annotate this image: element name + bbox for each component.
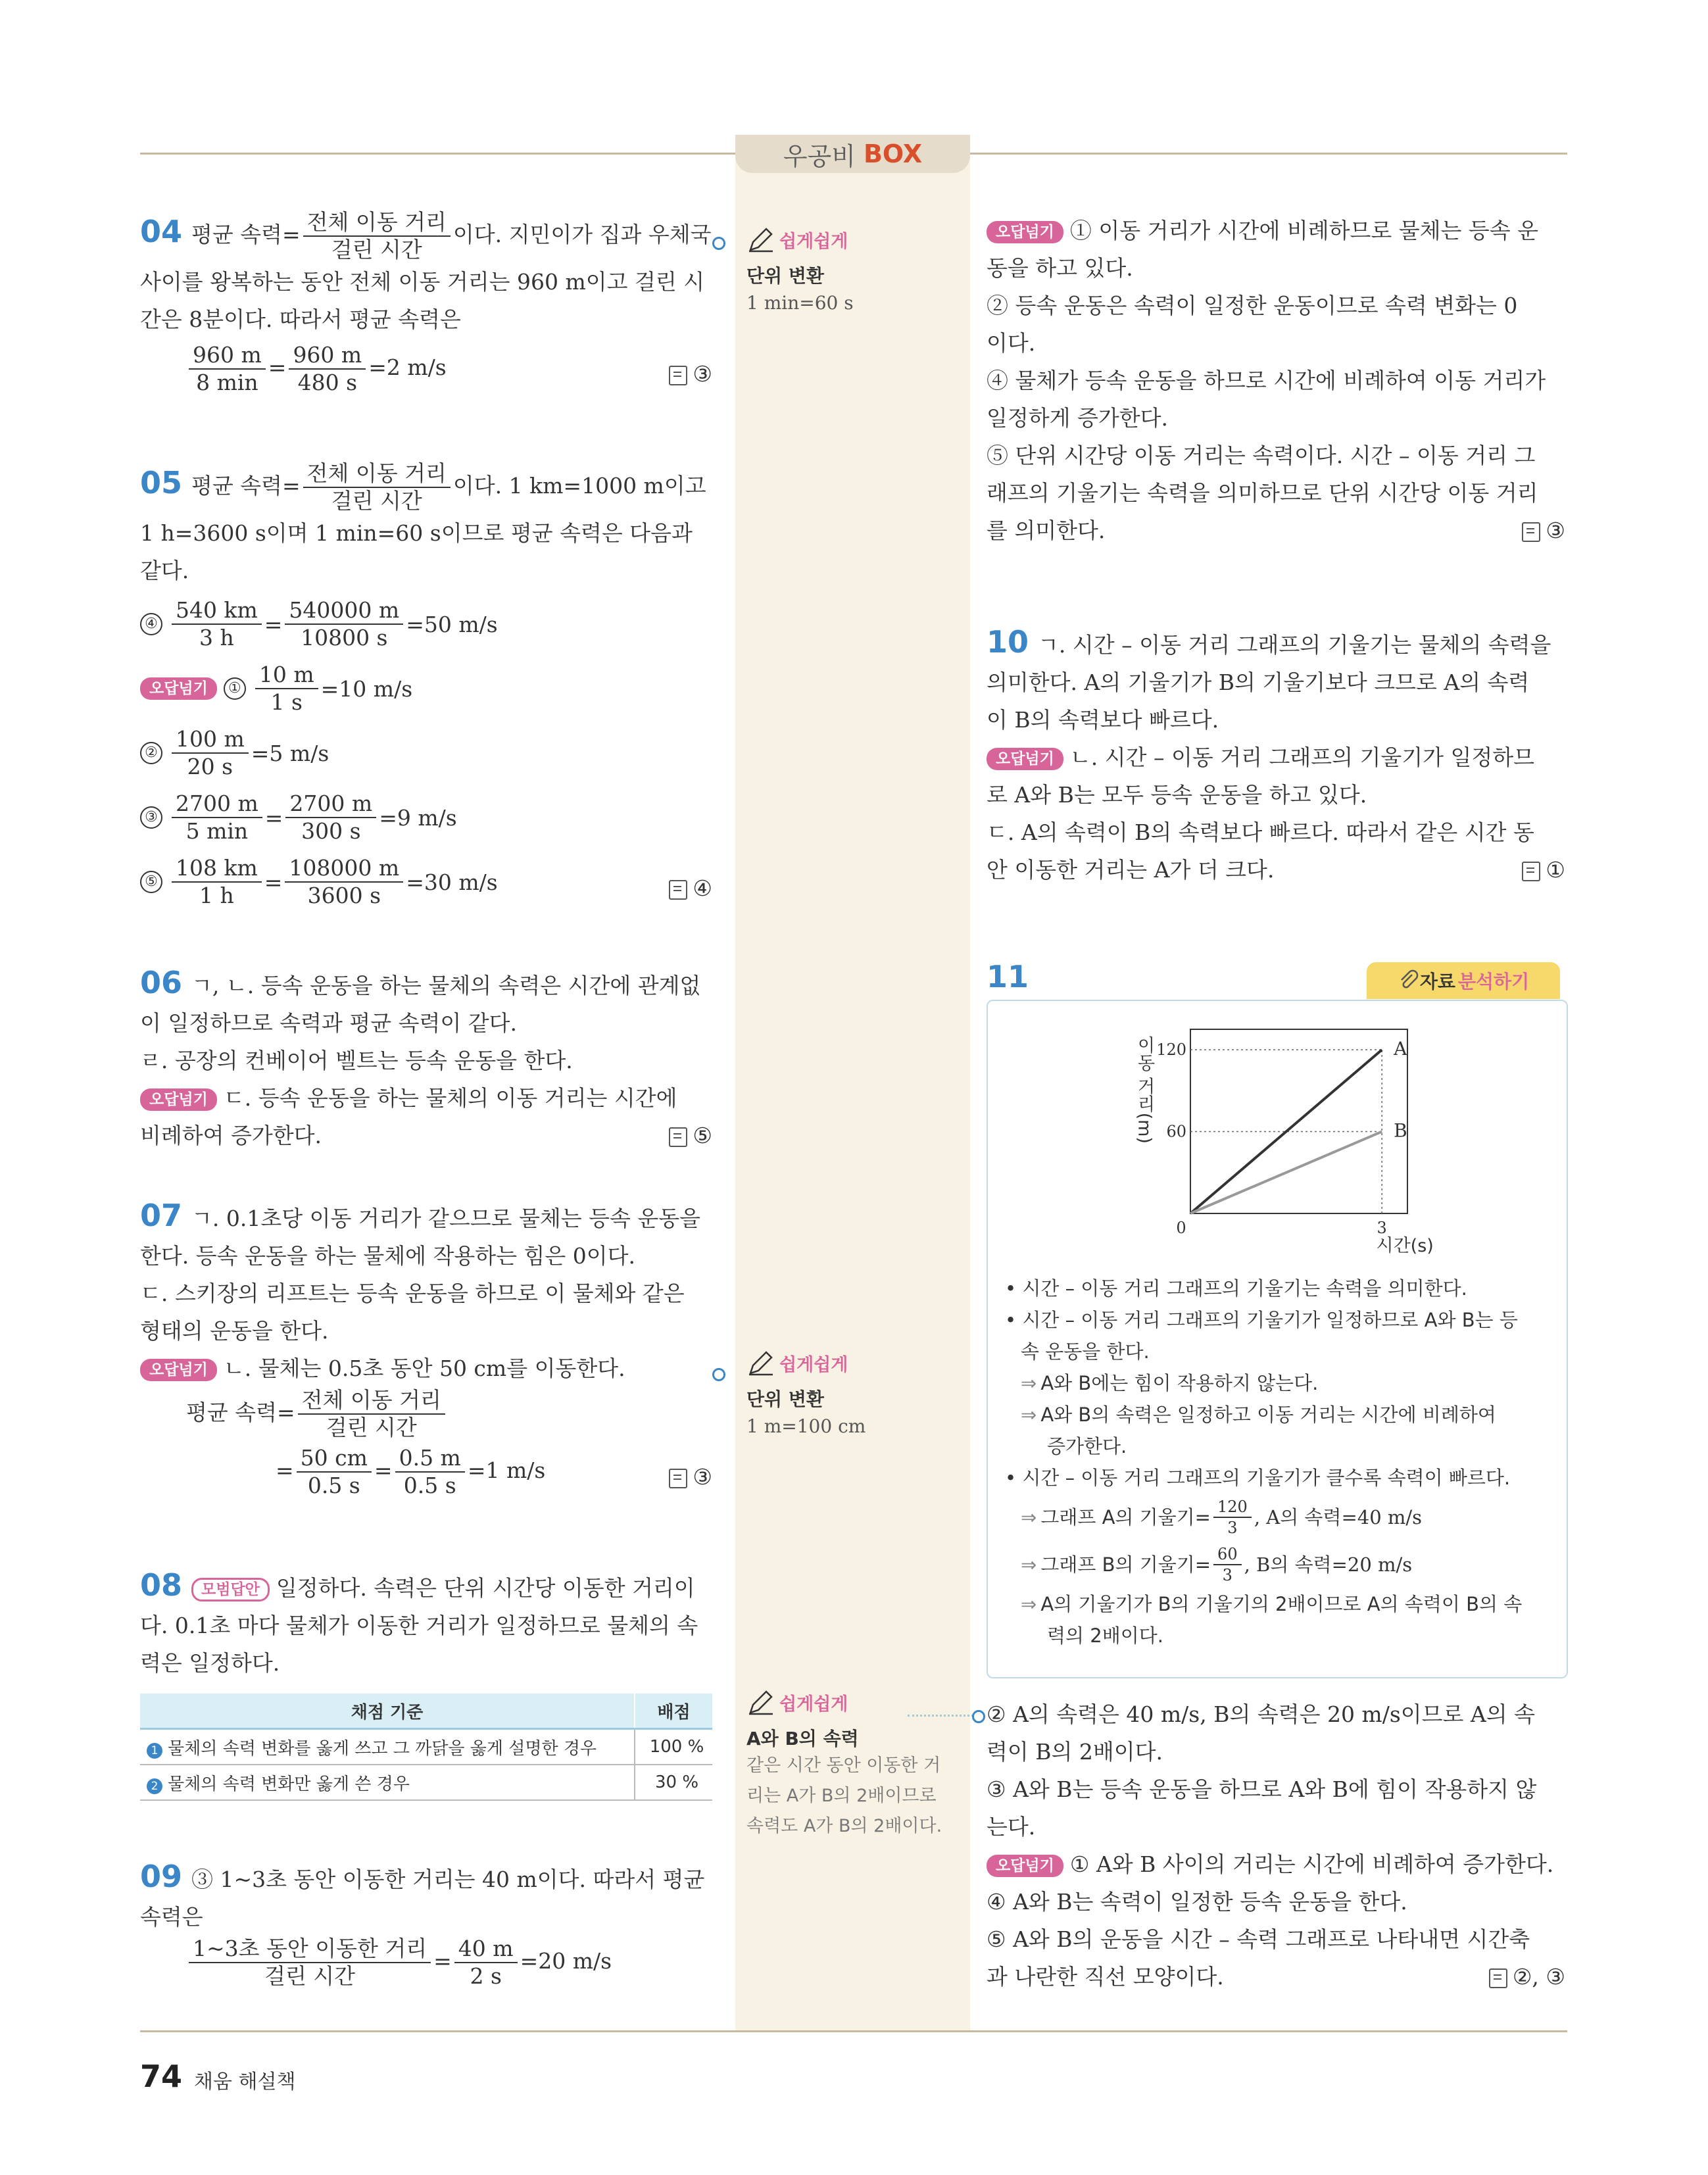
q09-text1: ③ 1~3초 동안 이동한 거리는 40 m이다. 따라서 평균 bbox=[191, 1867, 705, 1892]
q09-right-block bbox=[987, 212, 1565, 549]
frac-num: 100 m bbox=[172, 726, 249, 754]
q07-text1: ㄱ. 0.1초당 이동 거리가 같으므로 물체는 등속 운동을 bbox=[191, 1206, 700, 1231]
q07-block: 07 ㄱ. 0.1초당 이동 거리가 같으므로 물체는 등속 운동을 한다. 등속 운동을 하는 물체에 작용하는 힘은 0이다. ㄷ. 스키장의 리프트는 등속 운동을 하므로 이 물체와 같은 형태의 운동을 한다. 오답넘기 ㄴ. 물체는 0.5초 동안 50 cm를 이동한다. 평균 속력= $\frac{\text{전체 이동 거리}}{\text{걸린 시간}}$ = $\frac{50 cm}{0.5 s}$ = $\frac{0.5 m}{0.5 s}$ =1 m/s ③ bbox=[140, 1198, 712, 1498]
q09r-line5: ④ 물체가 등속 운동을 하므로 시간에 비례하여 이동 거리가 bbox=[987, 368, 1546, 393]
q05-r2-result: =5 m/s bbox=[251, 740, 329, 766]
tip-header bbox=[746, 1688, 964, 1717]
q09r-line7: ⑤ 단위 시간당 이동 거리는 속력이다. 시간 – 이동 거리 그 bbox=[987, 443, 1536, 468]
frac-den: 걸린 시간 bbox=[331, 488, 422, 514]
q07-text2: 한다. 등속 운동을 하는 물체에 작용하는 힘은 0이다. bbox=[140, 1243, 635, 1269]
q11-answer bbox=[1489, 1958, 1565, 1995]
q05-r1-result: =10 m/s bbox=[320, 675, 413, 702]
frac-den: 3 bbox=[1227, 1519, 1238, 1537]
bullet-text: 속 운동을 한다. bbox=[1021, 1340, 1150, 1363]
q10-number: 10 bbox=[987, 624, 1029, 660]
frac-den: 3 h bbox=[199, 625, 234, 650]
answer-value: ① bbox=[1546, 857, 1565, 883]
q04-formula bbox=[303, 209, 451, 263]
frac-den: 3600 s bbox=[307, 883, 381, 908]
arrow-text: A와 B의 속력은 일정하고 이동 거리는 시간에 비례하여 bbox=[1040, 1404, 1496, 1426]
q11-notes bbox=[1005, 1273, 1557, 1651]
y-tick-label: 120 bbox=[1156, 1040, 1186, 1060]
book-title: 채움 해설책 bbox=[194, 2070, 296, 2093]
q06-text1: ㄱ, ㄴ. 등속 운동을 하는 물체의 속력은 시간에 관계없 bbox=[191, 973, 701, 998]
row-number: 2 bbox=[147, 1778, 162, 1794]
q06-text3: ㄹ. 공장의 컨베이어 벨트는 등속 운동을 한다. bbox=[140, 1048, 573, 1073]
q09r-line2: 동을 하고 있다. bbox=[987, 255, 1133, 281]
q04-answer bbox=[669, 355, 712, 393]
row-points: 30 % bbox=[635, 1765, 712, 1800]
answer-icon bbox=[669, 880, 687, 900]
arrow-icon: ⇒ bbox=[1021, 1404, 1037, 1426]
q09-text2: 속력은 bbox=[140, 1904, 203, 1930]
q05-answer bbox=[669, 869, 712, 907]
frac bbox=[454, 1936, 518, 1990]
y-axis-label: 이동 거리(m) bbox=[1134, 1036, 1155, 1144]
connector-dot bbox=[972, 1710, 985, 1723]
q05-row1 bbox=[140, 656, 712, 721]
wrong-answer-tag: 오답넘기 bbox=[140, 677, 217, 700]
series-label-A: A bbox=[1394, 1038, 1407, 1060]
frac bbox=[395, 1445, 465, 1499]
tip-header bbox=[746, 225, 964, 254]
q07-text5: ㄴ. 물체는 0.5초 동안 50 cm를 이동한다. bbox=[223, 1356, 625, 1381]
q05-row4: ④ $\frac{540 km}{3 h}$ = $\frac{540000 m}{10800 s}$ =50 m/s bbox=[140, 592, 712, 656]
q05-lead: 평균 속력= bbox=[191, 473, 301, 499]
q06-text2: 이 일정하므로 속력과 평균 속력이 같다. bbox=[140, 1010, 517, 1036]
easy-tag: 쉽게쉽게 bbox=[779, 231, 848, 252]
row-points: 100 % bbox=[635, 1729, 712, 1765]
q08-block bbox=[140, 1567, 712, 1682]
q09r-line3: ② 등속 운동은 속력이 일정한 운동이므로 속력 변화는 0 bbox=[987, 293, 1518, 318]
x-axis-label: 시간(s) bbox=[1376, 1236, 1434, 1256]
answer-value: ③ bbox=[693, 361, 712, 387]
q06-text5: 비례하여 증가한다. bbox=[140, 1123, 322, 1148]
q11-line5: ① A와 B 사이의 거리는 시간에 비례하여 증가한다. bbox=[1069, 1851, 1554, 1877]
answer-icon bbox=[1522, 862, 1540, 881]
q07-text3: ㄷ. 스키장의 리프트는 등속 운동을 하므로 이 물체와 같은 bbox=[140, 1281, 685, 1306]
data-analysis-badge bbox=[1367, 962, 1560, 999]
q06-number: 06 bbox=[140, 965, 183, 1000]
q05-row5: ⑤ $\frac{108 km}{1 h}$ = $\frac{108000 m}{3600 s}$ =30 m/s ④ bbox=[140, 850, 712, 914]
row-criteria: 물체의 속력 변화만 옳게 쓴 경우 bbox=[168, 1774, 410, 1794]
q11-line3: ③ A와 B는 등속 운동을 하므로 A와 B에 힘이 작용하지 않 bbox=[987, 1776, 1537, 1802]
rubric-header-points: 배점 bbox=[635, 1694, 712, 1729]
answer-icon bbox=[1489, 1968, 1507, 1988]
q09-answer bbox=[1522, 512, 1565, 549]
frac-num: 60 bbox=[1213, 1544, 1242, 1565]
q04-text3: 간은 8분이다. 따라서 평균 속력은 bbox=[140, 306, 461, 332]
frac-den: 걸린 시간 bbox=[326, 1415, 417, 1440]
q09-block: 09 ③ 1~3초 동안 이동한 거리는 40 m이다. 따라서 평균 속력은 $\frac{\text{1\textasciitilde{}3초 동안 이동한 거리}}{\text{걸린 시간}}$ = $\frac{40 m}{2 s}$ =20 m/s bbox=[140, 1858, 712, 1990]
frac-num: 1~3초 동안 이동한 거리 bbox=[189, 1936, 431, 1963]
frac-den: 5 min bbox=[185, 818, 249, 844]
q05-r3-result: =9 m/s bbox=[379, 804, 457, 831]
page-number: 74 bbox=[140, 2059, 183, 2094]
frac-num: 전체 이동 거리 bbox=[298, 1387, 445, 1415]
answer-value: ④ bbox=[693, 875, 712, 901]
frac-num: 540000 m bbox=[285, 597, 403, 625]
frac-den: 8 min bbox=[196, 370, 258, 395]
arrow-icon: ⇒ bbox=[1021, 1372, 1037, 1394]
table-row bbox=[140, 1765, 712, 1800]
frac-den: 1 h bbox=[199, 883, 234, 908]
q05-text3: 같다. bbox=[140, 558, 189, 583]
q11-header bbox=[987, 959, 1038, 994]
q10-answer bbox=[1522, 851, 1565, 889]
bullet-line: • 시간 – 이동 거리 그래프의 기울기가 클수록 속력이 빠르다. bbox=[1005, 1467, 1511, 1489]
frac bbox=[189, 342, 266, 396]
choice-label: ⑤ bbox=[140, 871, 162, 893]
q06-answer bbox=[669, 1117, 712, 1154]
easy-tag: 쉽게쉽게 bbox=[779, 1354, 848, 1375]
q07-formula bbox=[298, 1387, 445, 1441]
q10-line7: 안 이동한 거리는 A가 더 크다. bbox=[987, 857, 1275, 883]
pencil-icon bbox=[746, 1348, 775, 1377]
slope-result: , B의 속력=20 m/s bbox=[1244, 1553, 1413, 1576]
frac-den: 3 bbox=[1222, 1566, 1232, 1584]
frac bbox=[172, 791, 262, 844]
frac bbox=[172, 855, 262, 909]
frac bbox=[285, 791, 376, 844]
rubric-table bbox=[140, 1694, 712, 1801]
wrong-answer-tag: 오답넘기 bbox=[987, 1855, 1063, 1877]
tip-body-line: 리는 A가 B의 2배이므로 bbox=[746, 1786, 937, 1806]
tip-unit-2 bbox=[746, 1348, 964, 1442]
q11-line1: ② A의 속력은 40 m/s, B의 속력은 20 m/s이므로 A의 속 bbox=[987, 1701, 1535, 1727]
frac-num: 40 m bbox=[454, 1936, 518, 1963]
q07-answer bbox=[669, 1458, 712, 1496]
q05-text2: 1 h=3600 s이며 1 min=60 s이므로 평균 속력은 다음과 bbox=[140, 520, 693, 546]
row-criteria: 물체의 속력 변화를 옳게 쓰고 그 까닭을 옳게 설명한 경우 bbox=[168, 1738, 597, 1759]
frac bbox=[285, 597, 403, 651]
box-header-tab bbox=[735, 135, 970, 173]
x-tick-label: 0 bbox=[1176, 1219, 1186, 1237]
q05-r5-result: =30 m/s bbox=[406, 869, 498, 895]
tip-title: 단위 변환 bbox=[746, 1388, 824, 1410]
pencil-icon bbox=[746, 225, 775, 254]
q10-line2: 의미한다. A의 기울기가 B의 기울기보다 크므로 A의 속력 bbox=[987, 670, 1530, 695]
frac-num: 108 km bbox=[172, 855, 262, 883]
q07-result: =1 m/s bbox=[467, 1457, 546, 1483]
frac-num: 2700 m bbox=[285, 791, 376, 818]
slope-result: , A의 속력=40 m/s bbox=[1254, 1506, 1423, 1528]
q04-block: 04 평균 속력= $\frac{\text{전체 이동 거리}}{\text{걸린 시간}}$ 이다. 지민이가 집과 우체국 사이를 왕복하는 동안 전체 이동 거리는 960 m이고 걸린 시 간은 8분이다. 따라서 평균 속력은 $\frac{960 m}{8 \min}$ = $\frac{960 m}{480 s}$ =2 m/s ③ bbox=[140, 209, 712, 395]
frac bbox=[189, 1936, 431, 1990]
frac-num: 0.5 m bbox=[395, 1445, 465, 1473]
frac-num: 50 cm bbox=[297, 1445, 372, 1473]
frac-num: 108000 m bbox=[285, 855, 403, 883]
bullet-text: 시간 – 이동 거리 그래프의 기울기는 속력을 의미한다. bbox=[1022, 1277, 1467, 1300]
answer-value: ③ bbox=[1546, 518, 1565, 543]
slope-label: 그래프 A의 기울기= bbox=[1040, 1506, 1211, 1528]
q07-lead: 평균 속력= bbox=[186, 1400, 295, 1425]
q11-line4: 는다. bbox=[987, 1814, 1036, 1840]
connector-dot bbox=[712, 237, 725, 250]
tip-body-line: 같은 시간 동안 이동한 거 bbox=[746, 1755, 941, 1776]
q05-block bbox=[140, 460, 712, 914]
tip-speed bbox=[746, 1688, 964, 1842]
x-tick-label: 3 bbox=[1377, 1219, 1387, 1237]
q09-number: 09 bbox=[140, 1859, 183, 1894]
frac bbox=[172, 726, 249, 780]
q10-line6: ㄷ. A의 속력이 B의 속력보다 빠르다. 따라서 같은 시간 동 bbox=[987, 819, 1534, 845]
wrong-answer-tag: 오답넘기 bbox=[140, 1088, 217, 1111]
frac bbox=[1213, 1544, 1242, 1585]
answer-icon bbox=[669, 1127, 687, 1147]
frac-num: 540 km bbox=[172, 597, 262, 625]
series-line-B bbox=[1190, 1132, 1382, 1213]
q10-block bbox=[987, 623, 1565, 889]
q10-line4: ㄴ. 시간 – 이동 거리 그래프의 기울기가 일정하므 bbox=[1069, 745, 1534, 770]
badge-label-b: 분석하기 bbox=[1457, 971, 1530, 992]
q11-line7: ⑤ A와 B의 운동을 시간 – 속력 그래프로 나타내면 시간축 bbox=[987, 1926, 1530, 1952]
rubric-header-criteria: 채점 기준 bbox=[140, 1694, 635, 1729]
q11-line2: 력이 B의 2배이다. bbox=[987, 1739, 1163, 1765]
series-label-B: B bbox=[1394, 1119, 1407, 1142]
arrow-text: A의 기울기가 B의 기울기의 2배이므로 A의 속력이 B의 속 bbox=[1040, 1593, 1523, 1615]
frac-den: 걸린 시간 bbox=[264, 1963, 356, 1989]
frac-den: 480 s bbox=[297, 370, 358, 395]
arrow-text: 력의 2배이다. bbox=[1047, 1625, 1163, 1647]
tip-body: 1 m=100 cm bbox=[746, 1415, 866, 1437]
frac-num: 전체 이동 거리 bbox=[303, 209, 451, 237]
q04-text2: 사이를 왕복하는 동안 전체 이동 거리는 960 m이고 걸린 시 bbox=[140, 269, 705, 295]
answer-value: ⑤ bbox=[693, 1123, 712, 1148]
frac bbox=[255, 662, 318, 716]
answer-icon bbox=[669, 1469, 687, 1488]
tip-title: A와 B의 속력 bbox=[746, 1728, 859, 1749]
tip-body-line: 속력도 A가 B의 2배이다. bbox=[746, 1816, 942, 1836]
tip-connector bbox=[908, 1715, 973, 1717]
tip-body: 1 min=60 s bbox=[746, 292, 854, 314]
frac-num: 전체 이동 거리 bbox=[303, 460, 451, 488]
bullet-text: 시간 – 이동 거리 그래프의 기울기가 일정하므로 A와 B는 등 bbox=[1022, 1309, 1518, 1331]
q09r-line6: 일정하게 증가한다. bbox=[987, 405, 1169, 431]
wrong-answer-tag: 오답넘기 bbox=[987, 221, 1063, 243]
choice-label: ① bbox=[224, 677, 246, 700]
q11-line6: ④ A와 B는 속력이 일정한 등속 운동을 한다. bbox=[987, 1889, 1407, 1915]
frac-num: 960 m bbox=[289, 342, 366, 370]
arrow-icon: ⇒ bbox=[1021, 1506, 1037, 1528]
table-row bbox=[140, 1729, 712, 1765]
arrow-icon: ⇒ bbox=[1021, 1553, 1037, 1576]
q05-number: 05 bbox=[140, 465, 183, 501]
q05-row3: ③ $\frac{2700 m}{5 \min}$ = $\frac{2700 m}{300 s}$ =9 m/s bbox=[140, 785, 712, 850]
q04-text1: 이다. 지민이가 집과 우체국 bbox=[452, 222, 712, 247]
q07-text4: 형태의 운동을 한다. bbox=[140, 1318, 329, 1344]
q09r-line9: 를 의미한다. bbox=[987, 518, 1106, 543]
frac bbox=[297, 1445, 372, 1499]
model-answer-tag: 모범답안 bbox=[191, 1578, 270, 1601]
frac-den: 걸린 시간 bbox=[331, 237, 422, 262]
q06-block bbox=[140, 964, 712, 1154]
arrow-icon: ⇒ bbox=[1021, 1593, 1037, 1615]
tip-title: 단위 변환 bbox=[746, 265, 824, 287]
frac-den: 300 s bbox=[301, 818, 361, 844]
q09r-line1: ① 이동 거리가 시간에 비례하므로 물체는 등속 운 bbox=[1069, 218, 1538, 243]
pencil-icon bbox=[746, 1688, 775, 1717]
frac-den: 10800 s bbox=[301, 625, 388, 650]
q09r-line4: 이다. bbox=[987, 330, 1036, 356]
tip-unit-1 bbox=[746, 225, 964, 318]
frac-num: 960 m bbox=[189, 342, 266, 370]
frac-num: 10 m bbox=[255, 662, 318, 689]
bullet-line: • 시간 – 이동 거리 그래프의 기울기가 일정하므로 A와 B는 등 bbox=[1005, 1309, 1518, 1331]
frac bbox=[289, 342, 366, 396]
frac-den: 2 s bbox=[470, 1963, 502, 1989]
answer-value: ②, ③ bbox=[1512, 1964, 1565, 1990]
tip-header bbox=[746, 1348, 964, 1377]
q10-line3: 이 B의 속력보다 빠르다. bbox=[987, 707, 1219, 733]
q05-formula bbox=[303, 460, 451, 514]
q09-result: =20 m/s bbox=[520, 1948, 612, 1974]
q08-text2: 다. 0.1초 마다 물체가 이동한 거리가 일정하므로 물체의 속 bbox=[140, 1613, 698, 1638]
q05-text1: 이다. 1 km=1000 m이고 bbox=[452, 473, 706, 499]
bottom-rule bbox=[140, 2030, 1567, 2032]
easy-tag: 쉽게쉽게 bbox=[779, 1694, 848, 1715]
bullet-text: 시간 – 이동 거리 그래프의 기울기가 클수록 속력이 빠르다. bbox=[1022, 1467, 1511, 1489]
q04-result: =2 m/s bbox=[368, 354, 447, 380]
paperclip-icon bbox=[1398, 969, 1420, 992]
choice-label: ④ bbox=[140, 613, 162, 635]
box-prefix: 우공비 bbox=[783, 141, 856, 171]
frac bbox=[1213, 1497, 1252, 1538]
frac-num: 2700 m bbox=[172, 791, 262, 818]
wrong-answer-tag: 오답넘기 bbox=[987, 748, 1063, 770]
q07-number: 07 bbox=[140, 1198, 183, 1233]
frac-den: 20 s bbox=[187, 754, 233, 779]
arrow-text: A와 B에는 힘이 작용하지 않는다. bbox=[1040, 1372, 1319, 1394]
answer-value: ③ bbox=[693, 1464, 712, 1490]
q04-number: 04 bbox=[140, 214, 183, 249]
box-suffix: BOX bbox=[863, 139, 923, 168]
wrong-answer-tag: 오답넘기 bbox=[140, 1359, 217, 1381]
connector-dot bbox=[712, 1368, 725, 1381]
frac-den: 0.5 s bbox=[307, 1473, 360, 1498]
q09r-line8: 래프의 기울기는 속력을 의미하므로 단위 시간당 이동 거리 bbox=[987, 480, 1538, 506]
slope-label: 그래프 B의 기울기= bbox=[1040, 1553, 1211, 1576]
q05-row2 bbox=[140, 721, 712, 785]
distance-time-chart bbox=[1118, 1019, 1460, 1269]
answer-icon bbox=[669, 366, 687, 385]
frac-den: 1 s bbox=[270, 689, 303, 715]
q08-number: 08 bbox=[140, 1567, 183, 1603]
frac-num: 120 bbox=[1213, 1497, 1252, 1518]
row-number: 1 bbox=[147, 1743, 162, 1759]
choice-label: ② bbox=[140, 742, 162, 764]
frac-den: 0.5 s bbox=[403, 1473, 456, 1498]
q08-text3: 력은 일정하다. bbox=[140, 1650, 280, 1676]
q10-line1: ㄱ. 시간 – 이동 거리 그래프의 기울기는 물체의 속력을 bbox=[1038, 632, 1551, 658]
bullet-line: • 시간 – 이동 거리 그래프의 기울기는 속력을 의미한다. bbox=[1005, 1277, 1467, 1300]
q05-r4-result: =50 m/s bbox=[406, 611, 498, 637]
y-tick-label: 60 bbox=[1166, 1122, 1186, 1141]
q06-text4: ㄷ. 등속 운동을 하는 물체의 이동 거리는 시간에 bbox=[223, 1085, 677, 1111]
q04-lead: 평균 속력= bbox=[191, 222, 301, 247]
frac bbox=[172, 597, 262, 651]
q11-explanation bbox=[987, 1696, 1565, 1995]
frac bbox=[285, 855, 403, 909]
choice-label: ③ bbox=[140, 806, 162, 829]
badge-label-a: 자료 bbox=[1419, 971, 1455, 992]
q08-text1: 일정하다. 속력은 단위 시간당 이동한 거리이 bbox=[276, 1575, 695, 1601]
q11-line8: 과 나란한 직선 모양이다. bbox=[987, 1964, 1224, 1990]
q11-number: 11 bbox=[987, 959, 1029, 994]
answer-icon bbox=[1522, 522, 1540, 542]
q10-line5: 로 A와 B는 모두 등속 운동을 하고 있다. bbox=[987, 782, 1367, 808]
arrow-text: 증가한다. bbox=[1047, 1435, 1127, 1457]
